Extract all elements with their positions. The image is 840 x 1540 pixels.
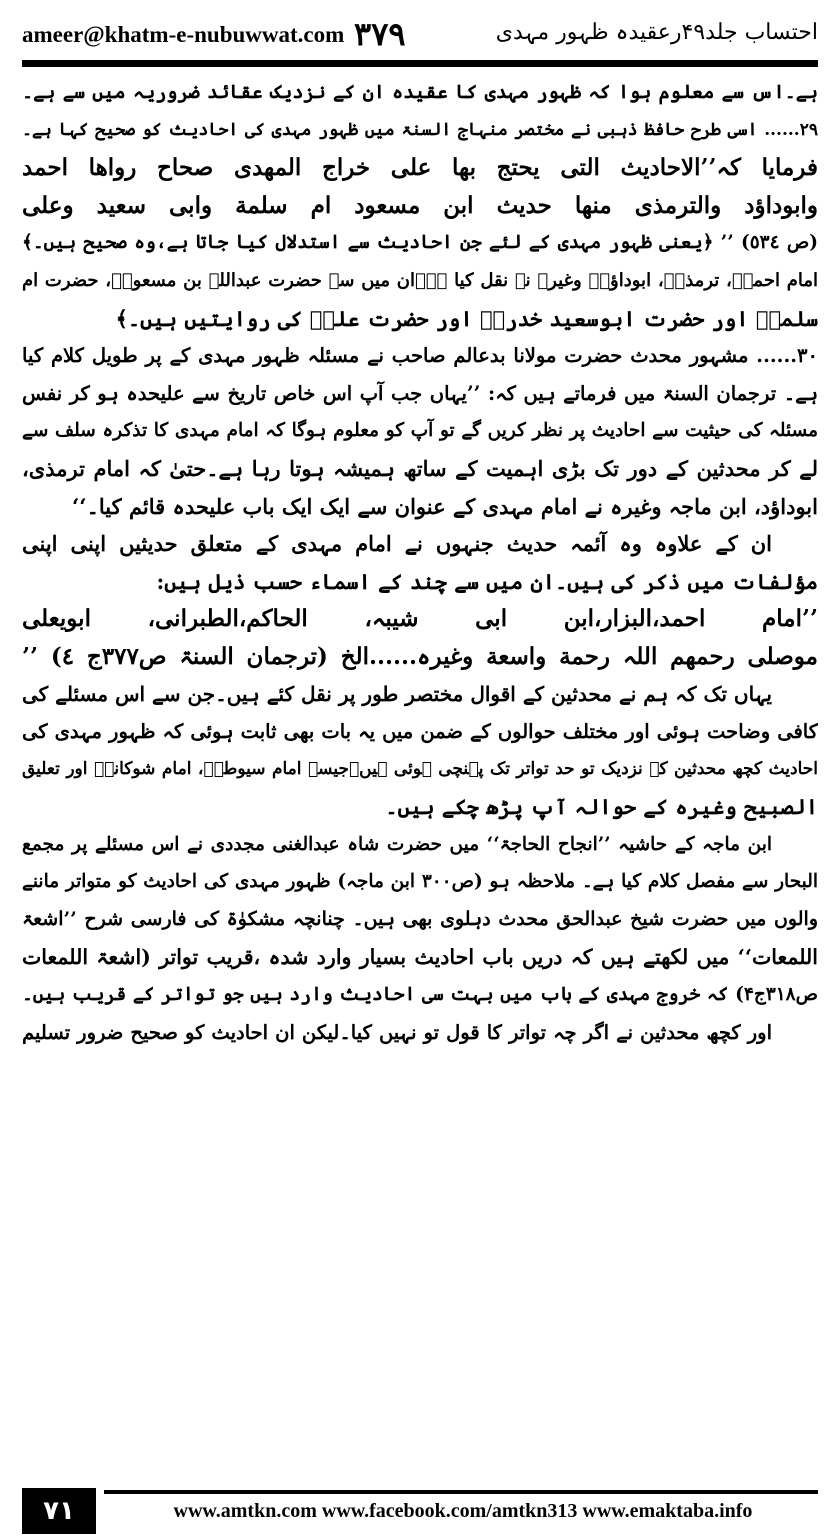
text-line: اور کچھ محدثین نے اگر چہ تواتر کا قول تو نہیں کیا۔لیکن ان احادیث کو صحیح ضرور تسلیم <box>22 1020 772 1044</box>
text-line: ان کے علاوہ وہ آئمہ حدیث جنہوں نے امام مہدی کے متعلق حدیثیں اپنی اپنی <box>22 531 772 557</box>
text-line: (ص ٥٣٤) ’’ ﴿یعنی ظہور مہدی کے لئے جن احادیث سے استدلال کیا جاتا ہے،وہ صحیح ہیں۔﴾ <box>22 232 818 254</box>
page-number: ۳۷۹ <box>354 15 406 53</box>
arabic-text-line: ’’امام احمد،البزار،ابن ابی شیبہ، الحاکم،الطبرانی، ابویعلی <box>22 605 818 633</box>
text-line: سلمہؓ اور حضرت ابوسعید خدریؓ اور حضرت علیؓ کی روایتیں ہیں۔﴾ <box>115 305 818 331</box>
text-line: الصبیح وغیرہ کے حوالہ آپ پڑھ چکے ہیں۔ <box>385 794 818 820</box>
text-line: امام احمدؒ، ترمذیؒ، ابوداؤدؒ وغیرہ نے نقل کیا ہے۔ان میں سے حضرت عبداللہ بن مسعودؓ، حضرت ام <box>22 269 818 291</box>
text-line: مؤلفات میں ذکر کی ہیں۔ان میں سے چند کے اسماء حسب ذیل ہیں: <box>156 568 818 594</box>
page-body <box>22 74 818 1051</box>
header-email: ameer@khatm-e-nubuwwat.com <box>22 22 345 47</box>
footer-links: www.amtkn.com www.facebook.com/amtkn313 www.emaktaba.info <box>173 1500 753 1522</box>
text-line: احادیث کچھ محدثین کے نزدیک تو حد تواتر تک پہنچی ہوئی ہیں۔جیسے امام سیوطیؒ، امام شوکانیؒ اور تعلیق <box>22 758 818 779</box>
text-line: ۲۹...... اسی طرح حافظ ذہبی نے مختصر منہاج السنۃ میں ظہور مہدی کی احادیث کو صحیح کہا ہے۔ <box>22 119 818 140</box>
footer-rule <box>104 1490 818 1494</box>
folio-number: ۷۱ <box>22 1488 96 1534</box>
arabic-text-line: فرمایا کہ’’الاحادیث التی یحتج بھا علی خراج المھدی صحاح رواھا احمد <box>22 154 818 182</box>
arabic-text-line: وابوداؤد والترمذی منھا حدیث ابن مسعود ام سلمة وابی سعید وعلی <box>22 191 818 219</box>
text-line: ۳۰...... مشہور محدث حضرت مولانا بدعالم صاحب نے مسئلہ ظہور مہدی کے پر طویل کلام کیا <box>22 344 818 368</box>
text-line: والوں میں حضرت شیخ عبدالحق محدث دہلوی بھی ہیں۔ چنانچہ مشکوٰۃ کی فارسی شرح ’’اشعۃ <box>22 908 818 931</box>
header-rule <box>22 60 818 67</box>
text-line: ص۳۱۸ج۴) کہ خروج مہدی کے باب میں بہت سی احادیث وارد ہیں جو تواتر کے قریب ہیں۔ <box>22 984 818 1006</box>
text-line: یہاں تک کہ ہم نے محدثین کے اقوال مختصر طور پر نقل کئے ہیں۔جن سے اس مسئلے کی <box>22 681 772 706</box>
text-line: ابوداؤد، ابن ماجہ وغیرہ نے امام مہدی کے عنوان سے ایک ایک باب علیحدہ قائم کیا۔‘‘ <box>71 493 818 519</box>
text-line: ہے۔اس سے معلوم ہوا کہ ظہور مہدی کا عقیدہ ان کے نزدیک عقائد ضروریہ میں سے ہے۔ <box>22 81 818 103</box>
running-title: احتساب جلد۴۹رعقیدہ ظہور مہدی <box>495 20 818 45</box>
arabic-text-line: موصلی رحمھم اللہ رحمة واسعة وغیرہ......الخ (ترجمان السنۃ ص۳۷۷ج ٤) ’’ <box>22 642 818 670</box>
text-line: اللمعات‘‘ میں لکھتے ہیں کہ دریں باب احادیث بسیار وارد شدہ ،قریب تواتر (اشعۃ اللمعات <box>22 944 818 969</box>
text-line: کافی وضاحت ہوئی اور مختلف حوالوں کے ضمن میں یہ بات بھی ثابت ہوئی کہ ظہور مہدی کی <box>22 720 818 744</box>
text-line: مسئلہ کی حیثیت سے احادیث پر نظر کریں گے تو آپ کو معلوم ہوگا کہ امام مہدی کا تذکرہ سلف سے <box>22 420 818 442</box>
text-line: لے کر محدثین کے دور تک بڑی اہمیت کے ساتھ ہمیشہ ہوتا رہا ہے۔حتیٰ کہ امام ترمذی، <box>22 455 818 481</box>
page-header <box>22 15 818 54</box>
text-line: ابن ماجہ کے حاشیہ ’’انجاح الحاجۃ‘‘ میں حضرت شاہ عبدالغنی مجددی نے اس مسئلے پر مجمع <box>22 833 772 855</box>
page-footer <box>22 1488 818 1534</box>
text-line: البحار سے مفصل کلام کیا ہے۔ ملاحظہ ہو (ص۳۰۰ ابن ماجہ) ظہور مہدی کی احادیث کو متواتر ماننے <box>22 871 818 893</box>
text-line: ہے۔ ترجمان السنۃ میں فرماتے ہیں کہ: ’’یہاں جب آپ اس خاص تاریخ سے علیحدہ ہو کر نفس <box>22 381 818 405</box>
